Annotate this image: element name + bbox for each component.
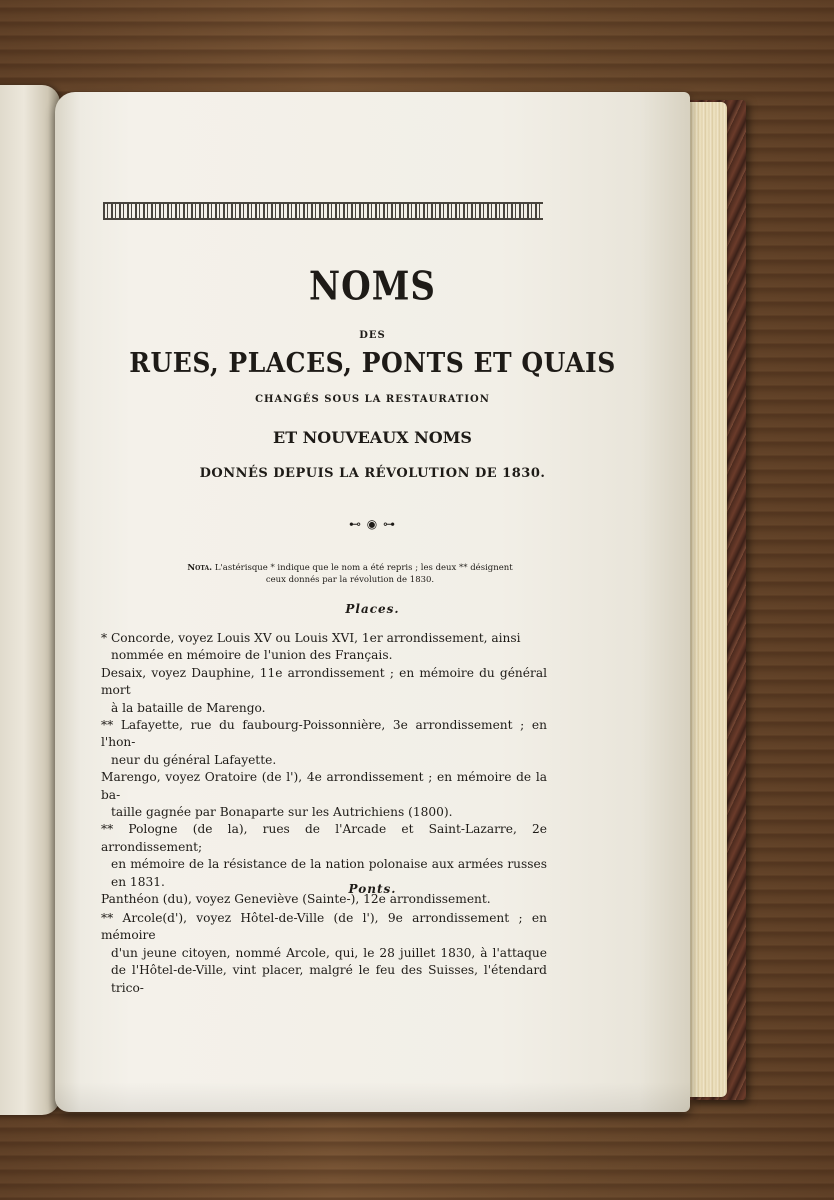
book-page [55,92,690,1112]
subtitle-changes: CHANGÉS SOUS LA RESTAURATION [255,394,490,405]
entry-line: Panthéon (du), voyez Geneviève (Sainte-), 12e arrondissement. [101,892,491,907]
page-title: NOMS [309,264,436,310]
list-item [101,769,547,821]
entry-continuation: à la bataille de Marengo. [111,700,266,715]
list-item [101,717,547,769]
ornamental-border [103,202,543,220]
page-subtitle: RUES, PLACES, PONTS ET QUAIS [129,346,616,379]
entry-line: ** Lafayette, rue du faubourg-Poissonnière, 3e arrondissement ; en l'hon- [101,718,547,750]
list-item [101,821,547,891]
section-heading-ponts: Ponts. [348,882,397,896]
entry-line: ** Arcole(d'), voyez Hôtel-de-Ville (de l'), 9e arrondissement ; en mémoire [101,911,547,943]
page-shadow [55,1082,690,1112]
entry-line: Marengo, voyez Oratoire (de l'), 4e arrondissement ; en mémoire de la ba- [101,770,547,802]
section-heading-places: Places. [345,602,400,616]
fleuron-ornament: ⊷ ◉ ⊶ [348,517,397,531]
nota-block [135,562,565,586]
title-connector: DES [359,330,386,341]
entry-line: * Concorde, voyez Louis XV ou Louis XVI, 1er arrondissement, ainsi [101,631,521,645]
entry-continuation: d'un jeune citoyen, nommé Arcole, qui, le 28 juillet 1830, à l'attaque de l'Hôtel-de-Ville, vint placer, malgré le feu des Suisses, l'étendard trico- [111,945,547,995]
subtitle-nouveaux: ET NOUVEAUX NOMS [273,428,472,447]
entry-line: Desaix, voyez Dauphine, 11e arrondissement ; en mémoire du général mort [101,665,547,698]
list-item [101,665,547,717]
entry-continuation: en mémoire de la résistance de la nation polonaise aux armées russes en 1831. [111,857,547,889]
left-page-edge [0,85,60,1115]
entry-continuation: taille gagnée par Bonaparte sur les Autrichiens (1800). [111,805,453,820]
places-list [101,630,547,909]
list-item [101,630,547,665]
subtitle-donnes: DONNÉS DEPUIS LA RÉVOLUTION DE 1830. [199,466,546,481]
nota-line-2: ceux donnés par la révolution de 1830. [265,575,435,585]
entry-line: ** Pologne (de la), rues de l'Arcade et Saint-Lazarre, 2e arrondissement; [101,822,547,854]
entry-continuation: neur du général Lafayette. [111,752,277,767]
nota-label: Nota. [187,563,213,573]
entry-continuation: nommée en mémoire de l'union des Français. [111,648,393,663]
list-item [101,910,547,997]
ponts-list [101,910,547,997]
nota-line-1: L'astérisque * indique que le nom a été repris ; les deux ** désignent [214,563,513,573]
